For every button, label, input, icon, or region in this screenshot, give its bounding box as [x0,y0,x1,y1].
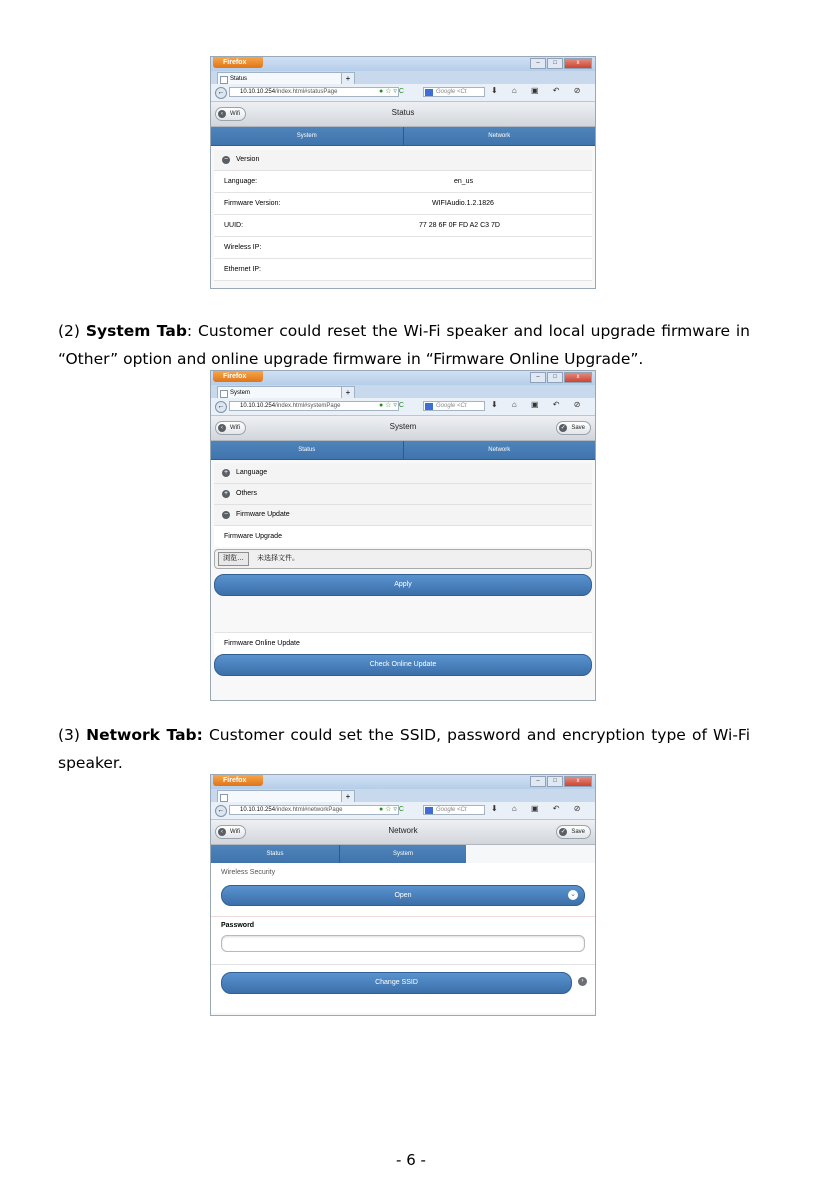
tab-network[interactable]: Network [488,447,511,453]
tab-system[interactable]: System [211,127,404,145]
browser-tab-strip [211,789,595,802]
page-icon [220,76,228,84]
language-collapsible[interactable]: + Language [214,463,592,484]
system-page-screenshot [210,370,596,701]
info-row: Firmware Version: WIFIAudio.1.2.1826 [214,193,592,215]
google-icon [425,89,433,96]
firefox-menu-button[interactable]: Firefox [213,775,263,786]
arrow-right-icon[interactable]: › [578,977,587,986]
page-icon [220,390,228,398]
system-content [211,460,595,701]
page-number: - 6 - [396,1151,426,1169]
close-icon[interactable]: x [564,372,592,383]
status-page-screenshot [210,56,596,289]
firefox-menu-button[interactable]: Firefox [213,57,263,68]
firefox-menu-button[interactable]: Firefox [213,371,263,382]
info-row: Wireless IP: [214,237,592,259]
browser-tab[interactable]: Status [217,72,345,84]
minimize-icon[interactable]: – [530,372,546,383]
tab-system[interactable]: System [340,845,466,863]
search-input[interactable]: Google <Ct [423,805,485,815]
back-arrow-icon: ‹ [218,110,226,118]
new-tab-button[interactable]: + [341,72,355,85]
bookmark-star-icon[interactable]: ● ☆ ▿ C [379,88,404,95]
expand-icon: + [223,469,229,476]
firmware-online-update-label: Firmware Online Update [214,632,592,654]
apply-button[interactable]: Apply [214,574,592,596]
tab-status[interactable]: Status [211,845,340,863]
url-input[interactable]: 10.10.10.254/index.html#networkPage [229,805,399,815]
window-titlebar [211,371,595,385]
password-input[interactable] [221,935,585,952]
app-header [211,416,595,441]
network-content [211,863,595,1013]
info-row: Language: en_us [214,171,592,193]
browser-tab[interactable] [217,790,345,802]
status-content [211,146,595,289]
check-icon: ✓ [560,829,566,835]
wifi-button[interactable]: ‹ Wifi [215,825,246,839]
tab-bar [211,127,595,146]
back-arrow-icon: ‹ [218,424,226,432]
back-icon[interactable]: ← [215,87,227,99]
new-tab-button[interactable]: + [341,790,355,803]
no-file-text: 未选择文件。 [257,555,299,562]
expand-icon: + [223,490,229,497]
browser-tab[interactable]: System [217,386,345,398]
toolbar-icons[interactable]: ⬇ ⌂ ▣ ↶ ⊘ [491,86,587,95]
toolbar-icons[interactable]: ⬇ ⌂ ▣ ↶ ⊘ [491,400,587,409]
firmware-upgrade-label: Firmware Upgrade [214,526,592,547]
window-titlebar [211,57,595,71]
network-tab-description: (3) Network Tab: Customer could set the SSID, password and encryption type of Wi-Fi speaker. [58,726,751,772]
navigation-bar [211,398,595,416]
maximize-icon[interactable]: □ [547,58,563,69]
wifi-button[interactable]: ‹ Wifi [215,107,246,121]
browse-button[interactable]: 浏览… [218,552,249,566]
url-input[interactable]: 10.10.10.254/index.html#systemPage [229,401,399,411]
divider [211,964,595,965]
close-icon[interactable]: x [564,776,592,787]
maximize-icon[interactable]: □ [547,776,563,787]
collapse-icon: − [223,156,229,163]
password-label: Password [221,922,255,929]
tab-network[interactable]: Network [488,133,511,139]
security-select[interactable]: Open ⌄ [221,885,585,906]
page-title: Network [388,826,418,835]
toolbar-icons[interactable]: ⬇ ⌂ ▣ ↶ ⊘ [491,804,587,813]
back-icon[interactable]: ← [215,805,227,817]
maximize-icon[interactable]: □ [547,372,563,383]
back-icon[interactable]: ← [215,401,227,413]
google-icon [425,807,433,814]
tab-bar [211,845,595,863]
chevron-down-icon: ⌄ [568,890,578,900]
navigation-bar [211,802,595,820]
url-input[interactable]: 10.10.10.254/index.html#statusPage [229,87,399,97]
check-icon: ✓ [560,425,566,431]
back-arrow-icon: ‹ [218,828,226,836]
system-tab-description: (2) System Tab: Customer could reset the Wi-Fi speaker and local upgrade firmware in “Other” option and online upgrade firmware in “Firmware Online Upgrade”. [58,322,750,368]
minimize-icon[interactable]: – [530,58,546,69]
version-collapsible[interactable]: − Version [214,150,592,171]
page-icon [220,794,228,802]
network-page-screenshot [210,774,596,1016]
google-icon [425,403,433,410]
info-row: Ethernet IP: [214,259,592,281]
firmware-update-collapsible[interactable]: − Firmware Update [214,505,592,526]
navigation-bar [211,84,595,102]
close-icon[interactable]: x [564,58,592,69]
file-input[interactable] [214,549,592,569]
save-button[interactable]: ✓ Save [556,421,591,435]
window-titlebar [211,775,595,789]
others-collapsible[interactable]: + Others [214,484,592,505]
wifi-button[interactable]: ‹ Wifi [215,421,246,435]
change-ssid-button[interactable]: Change SSID [221,972,572,994]
change-ssid-row [221,972,585,994]
bookmark-star-icon[interactable]: ● ☆ ▿ C [379,806,404,813]
tab-bar [211,441,595,460]
check-online-update-button[interactable]: Check Online Update [214,654,592,676]
spacer [214,596,592,632]
app-header [211,820,595,845]
browser-tab-strip [211,71,595,84]
wireless-security-label: Wireless Security [221,869,276,876]
app-header [211,102,595,127]
page-title: System [389,422,417,431]
info-row: UUID: 77 28 6F 0F FD A2 C3 7D [214,215,592,237]
collapse-icon: − [223,511,229,518]
minimize-icon[interactable]: – [530,776,546,787]
browser-tab-strip [211,385,595,398]
page-title: Status [391,108,415,117]
search-input[interactable]: Google <Ct [423,87,485,97]
new-tab-button[interactable]: + [341,386,355,399]
search-input[interactable]: Google <Ct [423,401,485,411]
bookmark-star-icon[interactable]: ● ☆ ▿ C [379,402,404,409]
tab-status[interactable]: Status [211,441,404,459]
save-button[interactable]: ✓ Save [556,825,591,839]
